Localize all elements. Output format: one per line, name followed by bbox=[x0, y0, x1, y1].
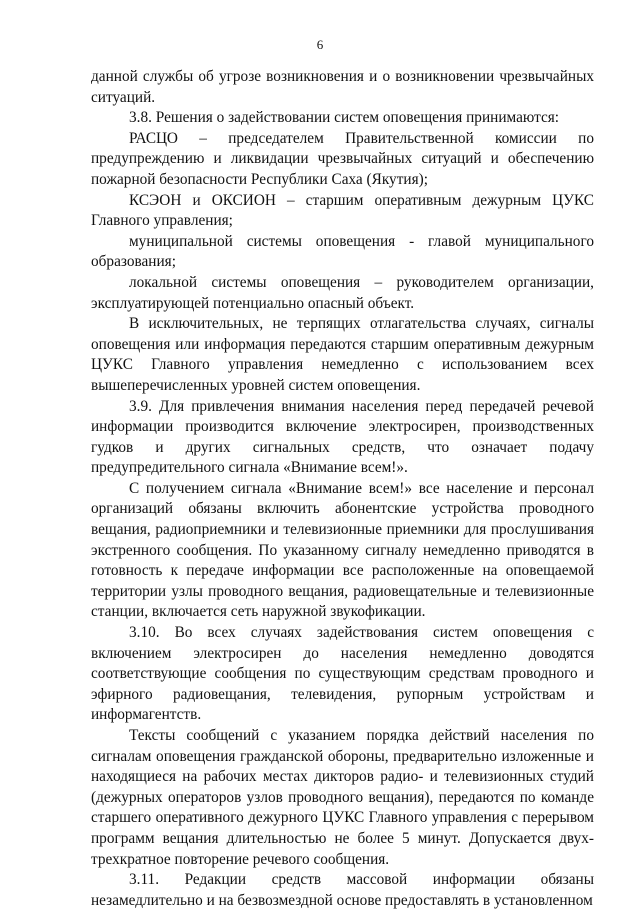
paragraph-3-8-exceptional: В исключительных, не терпящих отлагательства случаях, сигналы оповещения или информация передаются старшим оперативным дежурным ЦУКС Главного управления немедленно с использованием всех вышеперечисленных уровней систем оповещения. bbox=[91, 315, 594, 394]
paragraph-3-8-local: локальной системы оповещения – руководителем организации, эксплуатирующей потенциально опасный объект. bbox=[91, 273, 594, 312]
page-number: 6 bbox=[316, 37, 324, 52]
paragraph-3-10-texts: Тексты сообщений с указанием порядка действий населения по сигналам оповещения гражданской обороны, предварительно изложенные и находящиеся на рабочих местах дикторов радио- и телевизионных студий (дежурных операторов узлов проводного вещания), передаются по команде старшего оперативного дежурного ЦУКС Главного управления с перерывом программ вещания длительностью не более 5 минут. Допускается двух-трехкратное повторение речевого сообщения. bbox=[91, 727, 594, 868]
paragraph-3-9: 3.9. Для привлечения внимания населения перед передачей речевой информации производится включение электросирен, производственных гудков и других сигнальных средств, что означает подачу предупредительного сигнала «Внимание всем!». bbox=[91, 397, 594, 477]
body-text bbox=[91, 67, 594, 911]
paragraph-3-8-kseon: КСЭОН и ОКСИОН – старшим оперативным дежурным ЦУКС Главного управления; bbox=[91, 191, 594, 230]
paragraph-3-9-signal: С получением сигнала «Внимание всем!» все население и персонал организаций обязаны включить абонентские устройства проводного вещания, радиоприемники и телевизионные приемники для прослушивания экстренного сообщения. По указанному сигналу немедленно приводятся в готовность к передаче информации все расположенные на оповещаемой территории узлы проводного вещания, радиовещательные и телевизионные станции, включается сеть наружной звукофикации. bbox=[91, 479, 594, 621]
paragraph-3-8: 3.8. Решения о задействовании систем оповещения принимаются: bbox=[129, 109, 560, 127]
paragraph-3-10: 3.10. Во всех случаях задействования систем оповещения с включением электросирен до населения немедленно доводятся соответствующие сообщения по существующим средствам проводного и эфирного радиовещания, телевидения, рупорным устройствам и информагентств. bbox=[91, 624, 594, 724]
paragraph-3-11: 3.11. Редакции средств массовой информации обязаны незамедлительно и на безвозмездной основе предоставлять в установленном bbox=[91, 871, 594, 909]
paragraph-3-8-rasco: РАСЦО – председателем Правительственной комиссии по предупреждению и ликвидации чрезвычайных ситуаций и обеспечению пожарной безопасности Республики Саха (Якутия); bbox=[91, 129, 594, 188]
paragraph-3-8-municipal: муниципальной системы оповещения - главой муниципального образования; bbox=[91, 232, 594, 271]
paragraph-continuation: данной службы об угрозе возникновения и о возникновении чрезвычайных ситуаций. bbox=[91, 68, 594, 106]
